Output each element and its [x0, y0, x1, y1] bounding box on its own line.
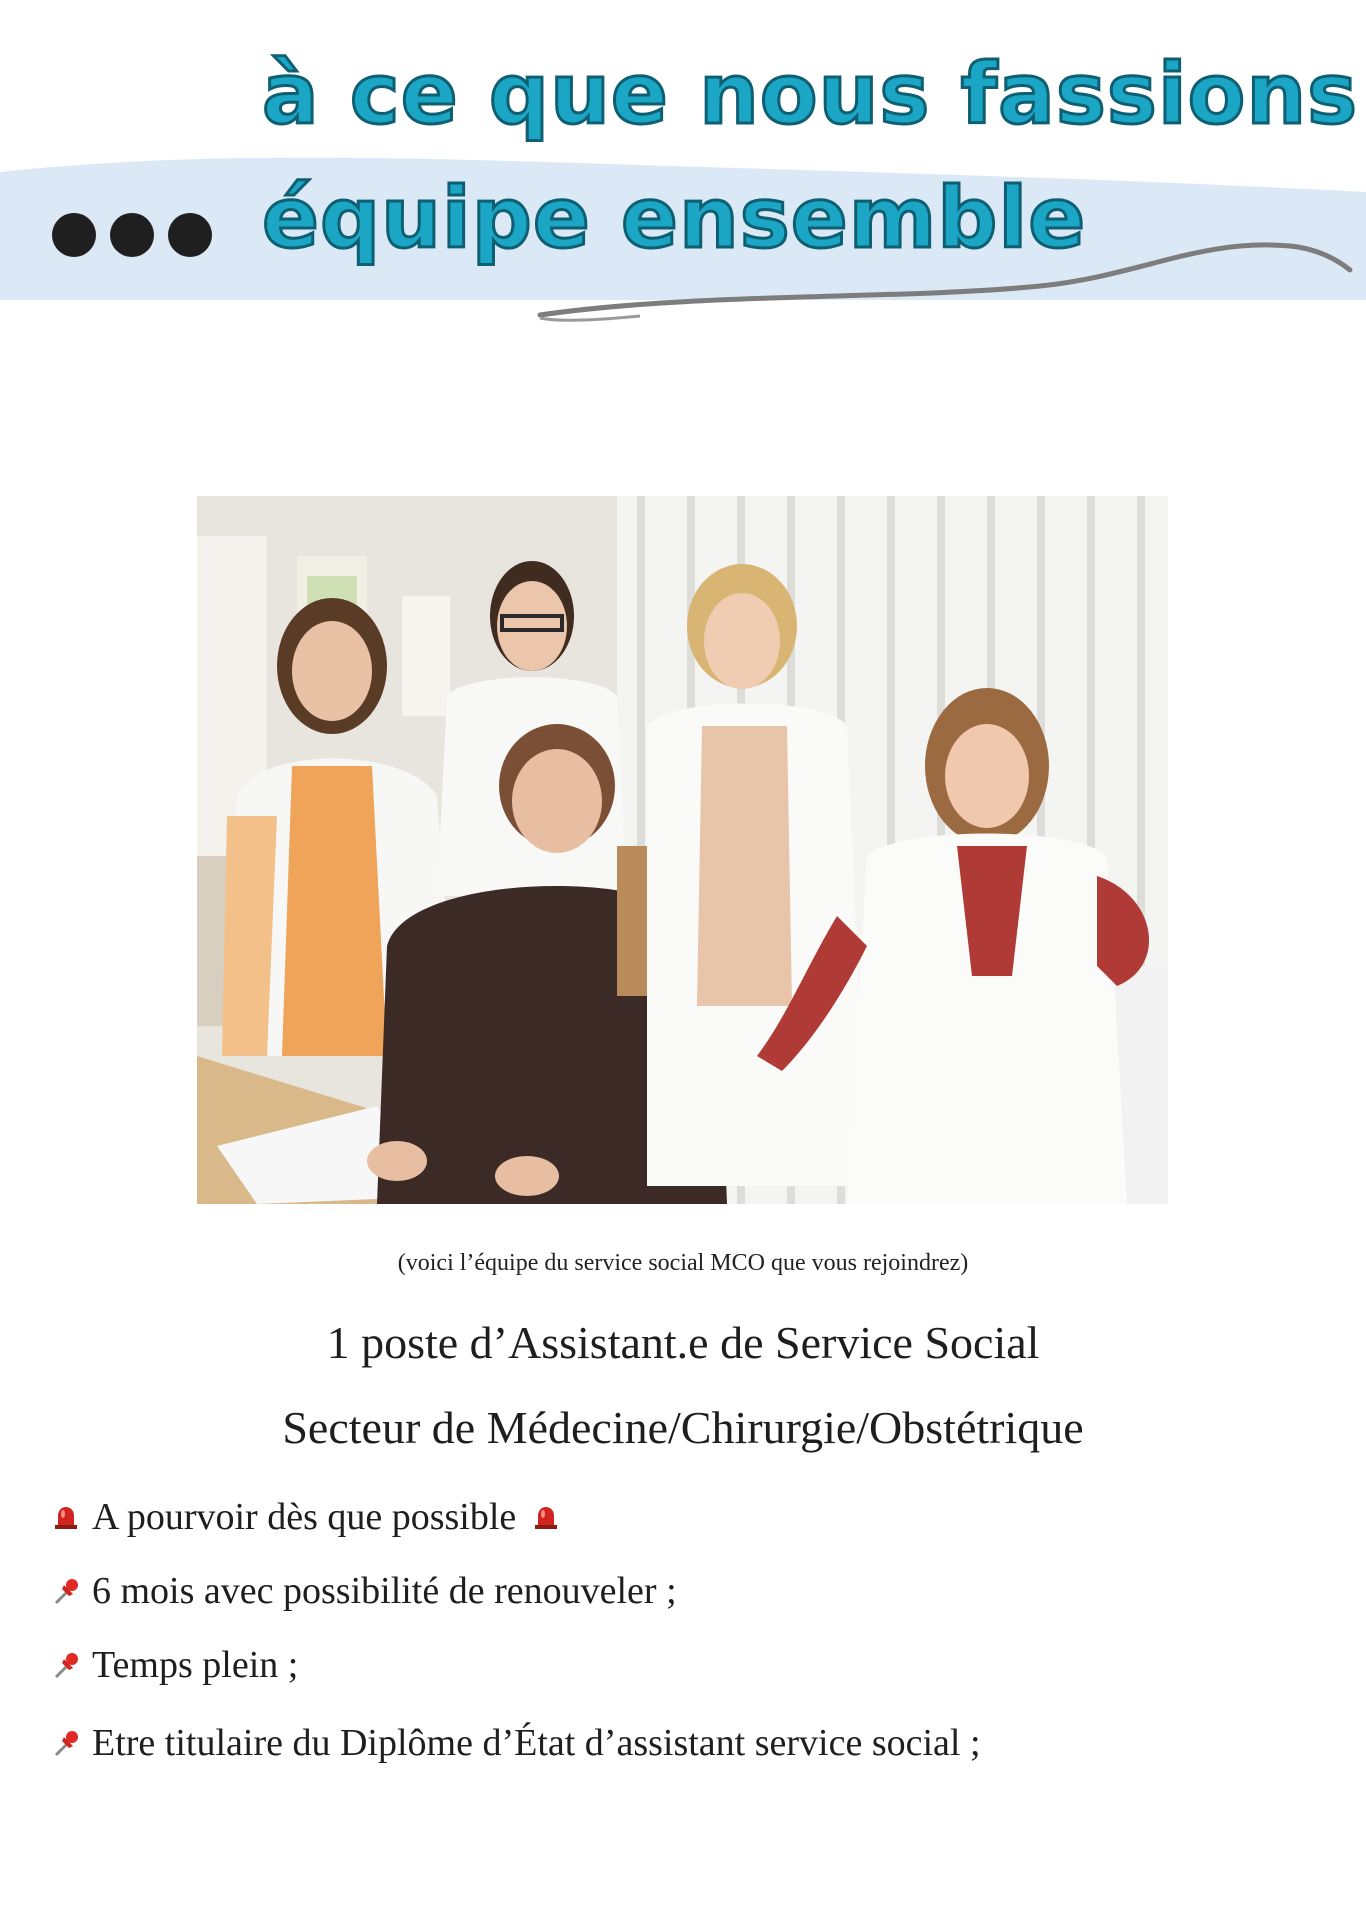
list-item-text: Temps plein ; [92, 1644, 299, 1686]
list-item [52, 1706, 1312, 1780]
dot-icon [168, 213, 212, 257]
header-banner [0, 0, 1366, 330]
list-item [52, 1554, 1312, 1628]
job-details-list [52, 1480, 1312, 1780]
list-item-availability [52, 1480, 1312, 1554]
pushpin-icon [52, 1576, 82, 1606]
headline-line-1: à ce que nous fassions [262, 45, 1359, 143]
team-photo [197, 496, 1168, 1204]
headline-line-2: équipe ensemble [262, 169, 1087, 267]
ellipsis-dots [52, 213, 212, 257]
list-item [52, 1628, 1312, 1702]
pushpin-icon [52, 1650, 82, 1680]
dot-icon [52, 213, 96, 257]
list-item-text: Etre titulaire du Diplôme d’État d’assistant service social ; [92, 1722, 981, 1764]
alarm-light-icon [52, 1503, 80, 1531]
list-item-text: 6 mois avec possibilité de renouveler ; [92, 1570, 677, 1612]
job-title: 1 poste d’Assistant.e de Service Social [326, 1317, 1040, 1368]
alarm-light-icon [532, 1503, 560, 1531]
pushpin-icon [52, 1728, 82, 1758]
dot-icon [110, 213, 154, 257]
photo-caption: (voici l’équipe du service social MCO que vous rejoindrez) [397, 1250, 969, 1276]
job-sector: Secteur de Médecine/Chirurgie/Obstétrique [282, 1402, 1084, 1453]
availability-text: A pourvoir dès que possible [92, 1496, 517, 1538]
